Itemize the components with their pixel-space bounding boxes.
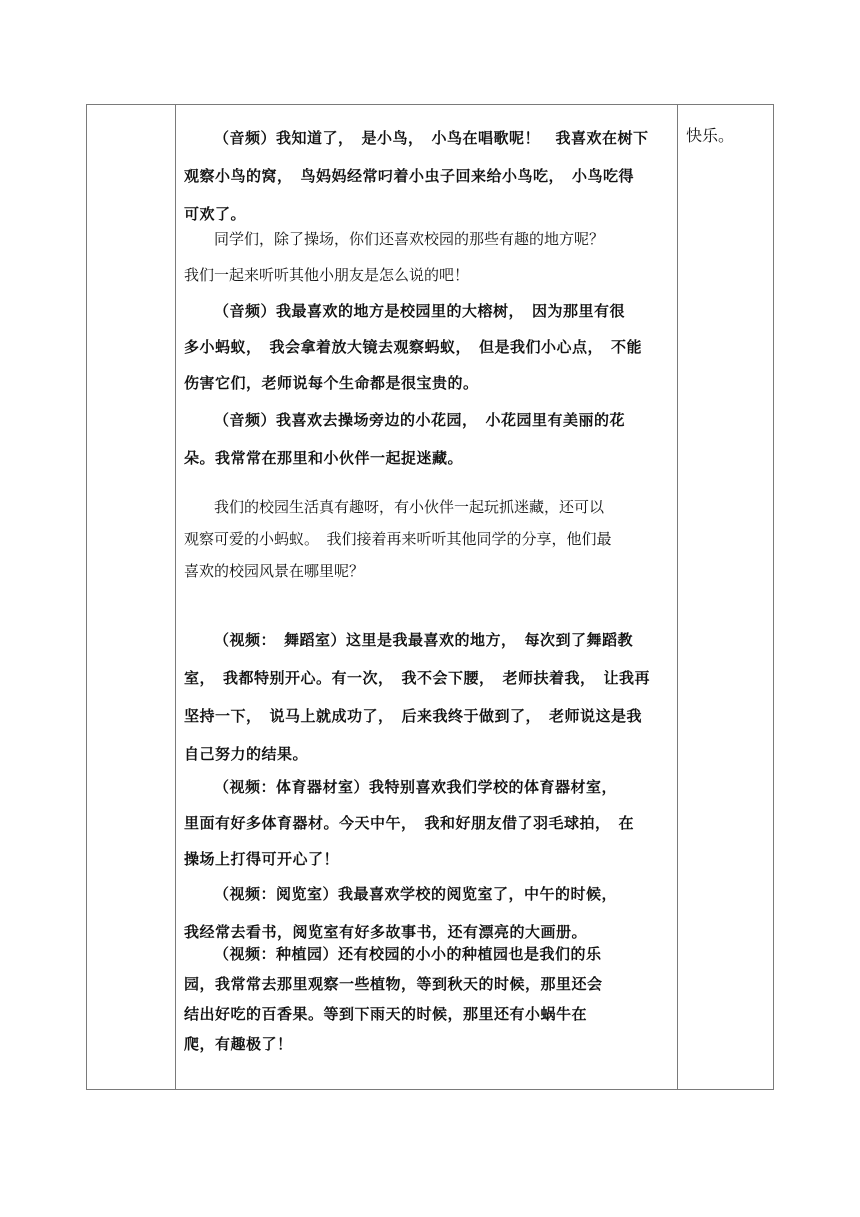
text-line: 园，我常常去那里观察一些植物，等到秋天的时候，那里还会 <box>184 975 603 993</box>
text-line: 我经常去看书，阅览室有好多故事书，还有漂亮的大画册。 <box>184 923 588 941</box>
text-line: （视频： 舞蹈室）这里是我最喜欢的地方， 每次到了舞蹈教 <box>214 631 634 649</box>
text-line: （视频：体育器材室）我特别喜欢我们学校的体育器材室， <box>214 778 618 796</box>
text-line: 我们的校园生活真有趣呀，有小伙伴一起玩抓迷藏，还可以 <box>214 498 605 516</box>
text-line: 爬，有趣极了！ <box>184 1035 293 1053</box>
text-line: （音频）我最喜欢的地方是校园里的大榕树， 因为那里有很 <box>214 302 626 320</box>
right-cell <box>678 105 774 1089</box>
text-line: 同学们，除了操场，你们还喜欢校园的那些有趣的地方呢？ <box>214 230 605 248</box>
lesson-table <box>86 104 774 1090</box>
text-line: 可欢了。 <box>184 205 247 223</box>
paragraph-audio-banyan <box>184 293 670 401</box>
text-line: 多小蚂蚁， 我会拿着放大镜去观察蚂蚁， 但是我们小心点， 不能 <box>184 338 643 356</box>
text-line: （视频：阅览室）我最喜欢学校的阅览室了，中午的时候， <box>214 885 618 903</box>
right-cell-text: 快乐。 <box>686 126 735 145</box>
content-cell <box>176 105 678 1089</box>
text-line: 朵。我常常在那里和小伙伴一起捉迷藏。 <box>184 449 464 467</box>
text-line: 坚持一下， 说马上就成功了， 后来我终于做到了， 老师说这是我 <box>184 707 643 725</box>
text-line: 里面有好多体育器材。今天中午， 我和好朋友借了羽毛球拍， 在 <box>184 814 635 832</box>
paragraph-video-planting <box>184 939 670 1059</box>
text-line: 我们一起来听听其他小朋友是怎么说的吧！ <box>184 266 470 284</box>
text-line: 观察可爱的小蚂蚁。 我们接着再来听听其他同学的分享，他们最 <box>184 530 612 548</box>
text-line: 结出好吃的百香果。等到下雨天的时候，那里还有小蜗牛在 <box>184 1005 588 1023</box>
paragraph-transition <box>184 491 670 587</box>
text-line: （音频）我知道了， 是小鸟， 小鸟在唱歌呢！ 我喜欢在树下 <box>214 129 649 147</box>
text-line: 室， 我都特别开心。有一次， 我不会下腰， 老师扶着我， 让我再 <box>184 669 651 687</box>
text-line: 操场上打得可开心了！ <box>184 850 340 868</box>
left-cell <box>87 105 176 1089</box>
text-line: 喜欢的校园风景在哪里呢？ <box>184 562 365 580</box>
text-line: 观察小鸟的窝， 鸟妈妈经常叼着小虫子回来给小鸟吃， 小鸟吃得 <box>184 167 635 185</box>
paragraph-video-dance <box>184 621 670 773</box>
paragraph-audio-garden <box>184 401 670 477</box>
text-line: （视频：种植园）还有校园的小小的种植园也是我们的乐 <box>214 945 602 963</box>
paragraph-video-sports <box>184 769 670 877</box>
paragraph-audio-bird <box>184 119 670 233</box>
paragraph-intro-question <box>184 221 670 293</box>
text-line: 伤害它们，老师说每个生命都是很宝贵的。 <box>184 374 479 392</box>
text-line: 自己努力的结果。 <box>184 745 309 763</box>
text-line: （音频）我喜欢去操场旁边的小花园， 小花园里有美丽的花 <box>214 411 626 429</box>
